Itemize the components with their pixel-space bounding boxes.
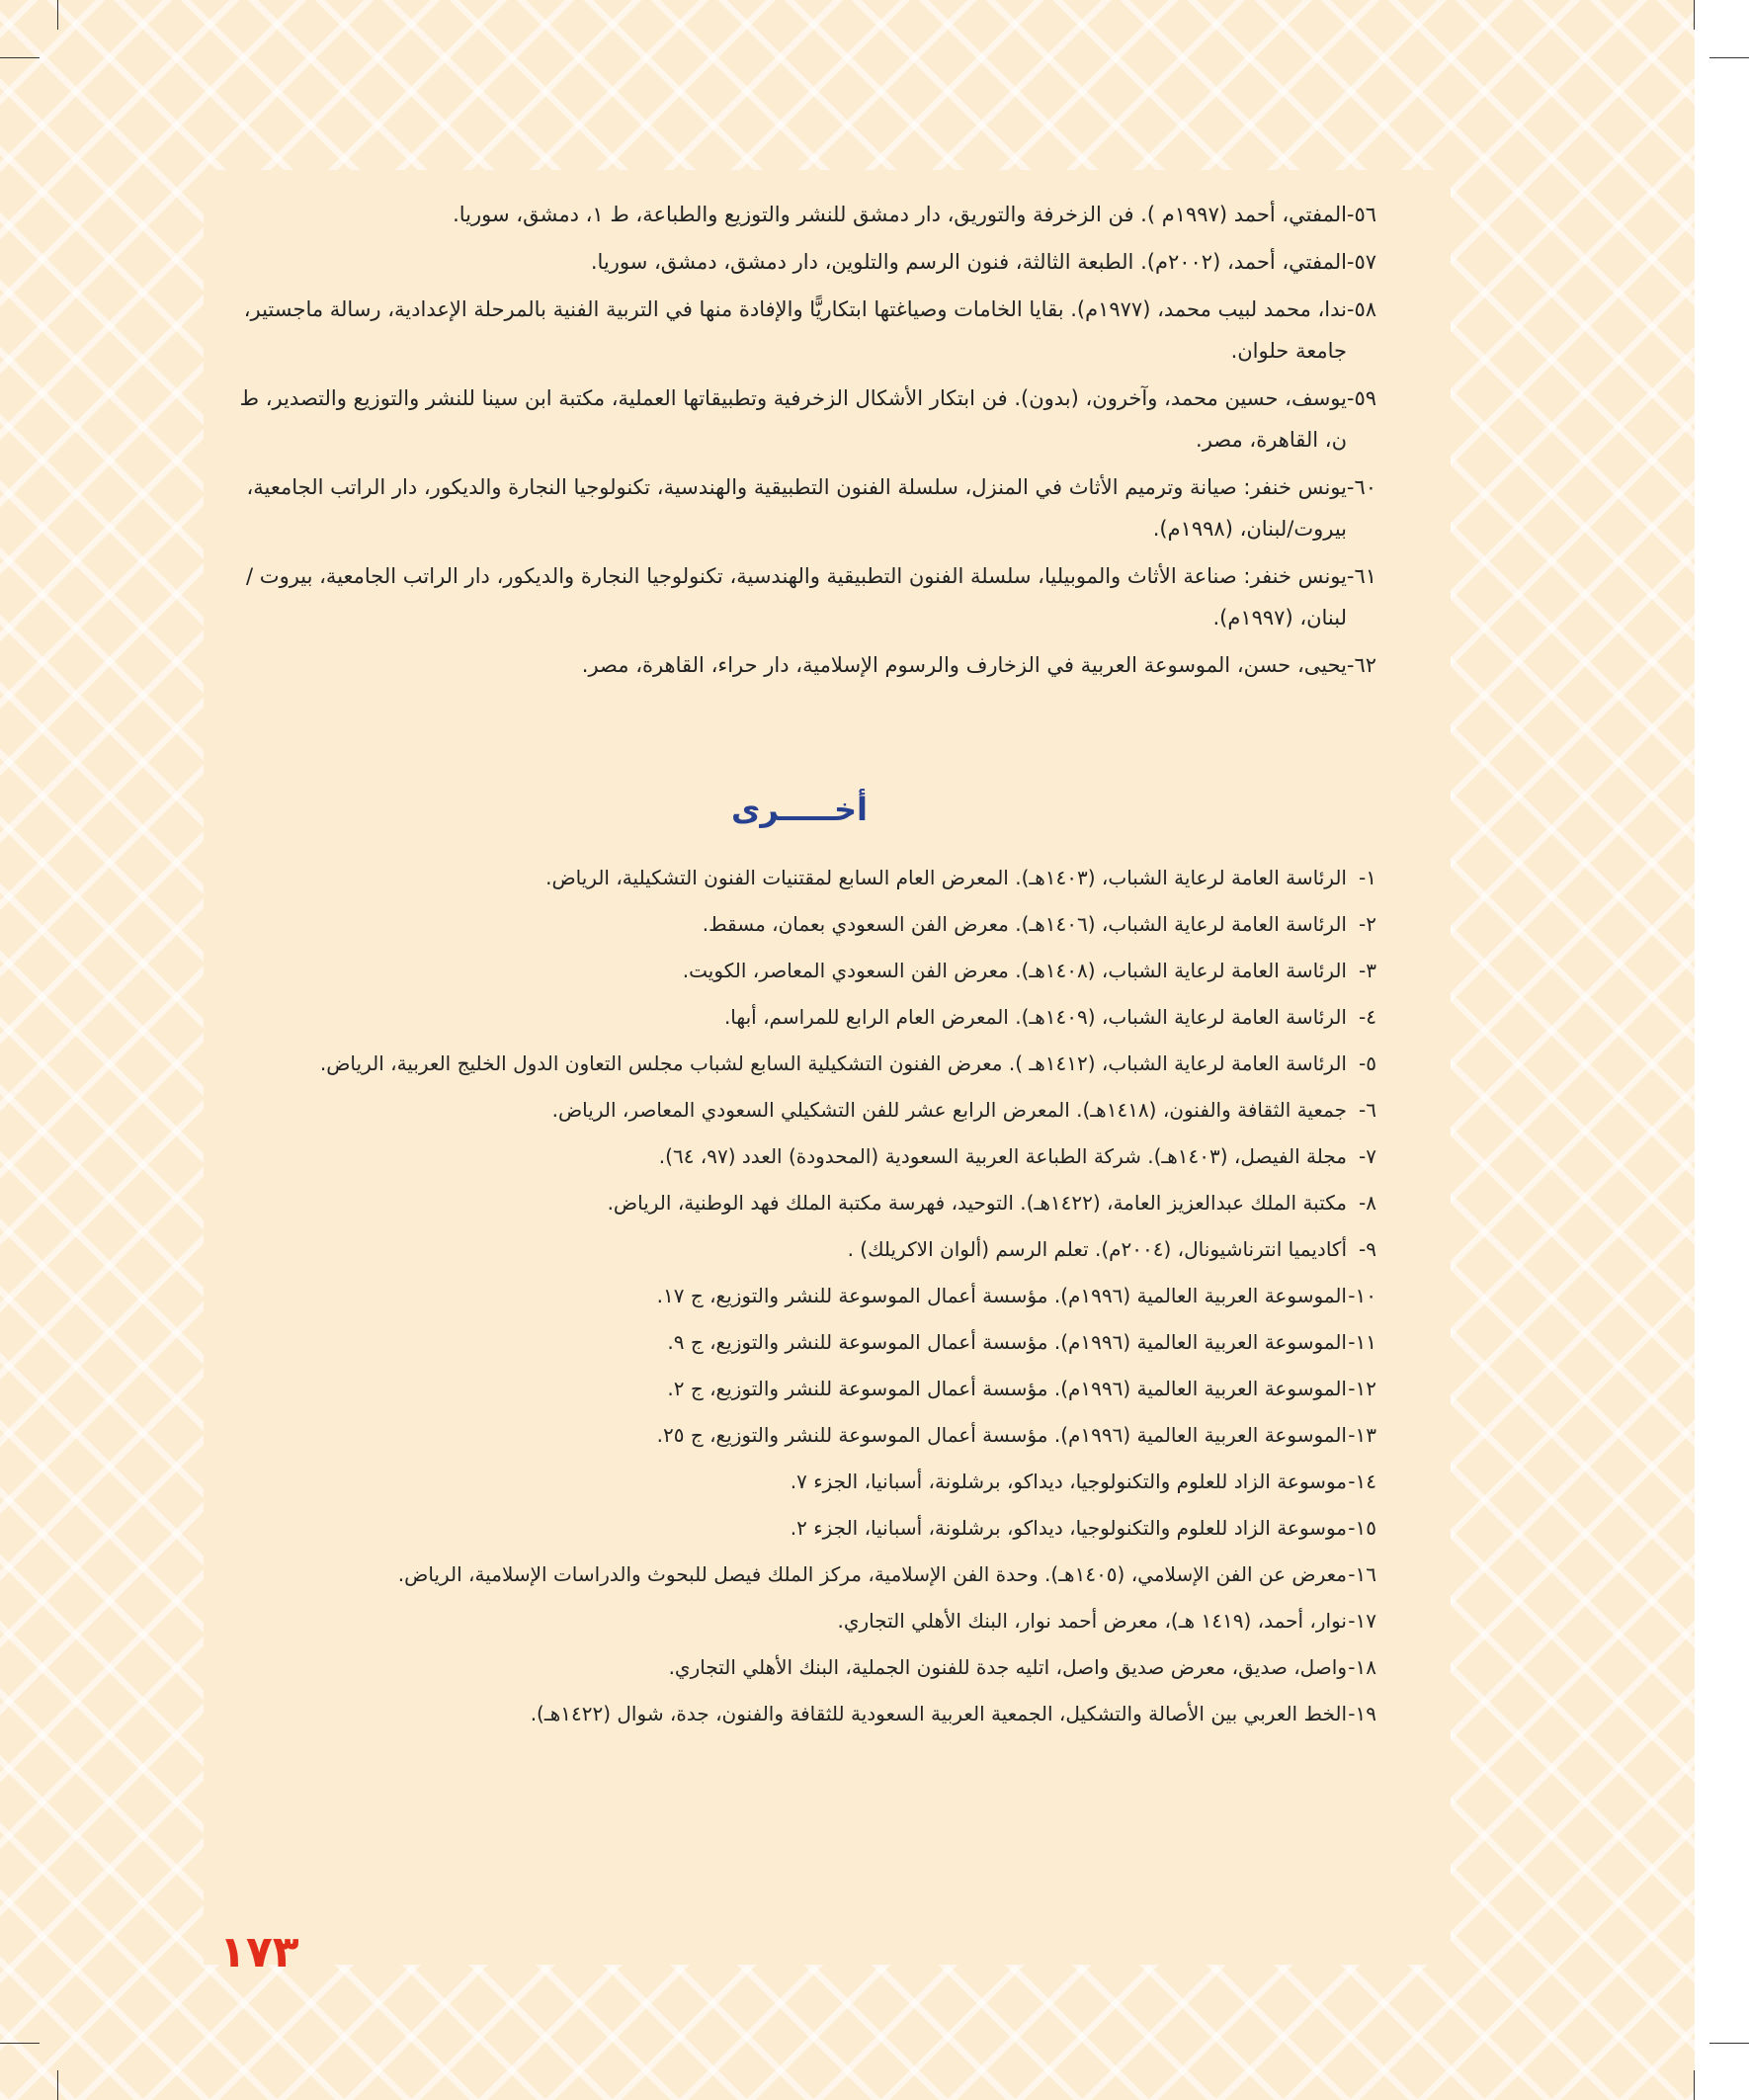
reference-text: الموسوعة العربية العالمية (١٩٩٦م). مؤسسة أعمال الموسوعة للنشر والتوزيع، ج ٩. xyxy=(667,1330,1347,1354)
crop-mark xyxy=(0,57,40,58)
other-reference-item xyxy=(222,1229,1376,1269)
reference-number: ٧- xyxy=(1359,1144,1376,1168)
reference-number: ٢- xyxy=(1359,912,1376,936)
reference-item xyxy=(222,194,1376,235)
reference-item xyxy=(222,466,1376,549)
other-reference-item xyxy=(222,1601,1376,1640)
reference-number: ٩- xyxy=(1359,1237,1376,1261)
crop-mark xyxy=(57,0,58,30)
reference-number: ١٥- xyxy=(1348,1516,1376,1540)
reference-number: ٥٦- xyxy=(1346,203,1376,226)
crop-mark xyxy=(1694,2070,1695,2100)
other-reference-item xyxy=(222,1183,1376,1222)
crop-mark xyxy=(1709,57,1749,58)
reference-item xyxy=(222,378,1376,461)
reference-text: الرئاسة العامة لرعاية الشباب، (١٤١٢هـ ). معرض الفنون التشكيلية السابع لشباب مجلس التعاون الدول الخليج العربية، الرياض. xyxy=(319,1051,1347,1075)
other-reference-item xyxy=(222,1276,1376,1315)
reference-number: ١- xyxy=(1359,866,1376,889)
reference-item xyxy=(222,555,1376,638)
reference-number: ٨- xyxy=(1359,1191,1376,1215)
other-reference-item xyxy=(222,951,1376,990)
reference-list xyxy=(222,194,1376,692)
reference-number: ٤- xyxy=(1359,1005,1376,1029)
reference-text: الرئاسة العامة لرعاية الشباب، (١٤٠٦هـ). معرض الفن السعودي بعمان، مسقط. xyxy=(702,912,1347,936)
reference-number: ٦- xyxy=(1359,1098,1376,1122)
reference-text: مجلة الفيصل، (١٤٠٣هـ). شركة الطباعة العربية السعودية (المحدودة) العدد (٩٧، ٦٤). xyxy=(658,1144,1347,1168)
reference-text: موسوعة الزاد للعلوم والتكنولوجيا، ديداكو، برشلونة، أسبانيا، الجزء ٢. xyxy=(790,1516,1347,1540)
section-heading-other: أخـــــرى xyxy=(731,791,868,828)
reference-text: نوار، أحمد، (١٤١٩ هـ)، معرض أحمد نوار، البنك الأهلي التجاري. xyxy=(837,1609,1347,1633)
reference-text: يحيى، حسن، الموسوعة العربية في الزخارف والرسوم الإسلامية، دار حراء، القاهرة، مصر. xyxy=(581,653,1347,677)
reference-number: ١٩- xyxy=(1348,1702,1376,1725)
crop-mark xyxy=(57,2070,58,2100)
other-reference-item xyxy=(222,1044,1376,1083)
reference-number: ١٧- xyxy=(1348,1609,1376,1633)
reference-number: ٦٠- xyxy=(1346,475,1376,499)
reference-text: الموسوعة العربية العالمية (١٩٩٦م). مؤسسة أعمال الموسوعة للنشر والتوزيع، ج ١٧. xyxy=(656,1284,1347,1307)
crop-mark xyxy=(1694,0,1695,30)
other-reference-item xyxy=(222,1415,1376,1455)
reference-number: ١١- xyxy=(1348,1330,1376,1354)
other-reference-item xyxy=(222,1508,1376,1548)
reference-item xyxy=(222,644,1376,686)
reference-number: ١٤- xyxy=(1348,1470,1376,1493)
reference-text: ندا، محمد لبيب محمد، (١٩٧٧م). بقايا الخامات وصياغتها ابتكاريًّا والإفادة منها في التربية الفنية بالمرحلة الإعدادية، رسالة ماجستير، جامعة حلوان. xyxy=(243,297,1347,363)
reference-number: ١٣- xyxy=(1348,1423,1376,1447)
other-reference-item xyxy=(222,858,1376,897)
reference-number: ٦١- xyxy=(1346,564,1376,588)
reference-text: الموسوعة العربية العالمية (١٩٩٦م). مؤسسة أعمال الموسوعة للنشر والتوزيع، ج ٢٥. xyxy=(656,1423,1347,1447)
reference-text: المفتي، أحمد (١٩٩٧م ). فن الزخرفة والتوريق، دار دمشق للنشر والتوزيع والطباعة، ط ١، دمشق، سوريا. xyxy=(453,203,1347,226)
reference-text: يونس خنفر: صيانة وترميم الأثاث في المنزل، سلسلة الفنون التطبيقية والهندسية، تكنولوجيا النجارة والديكور، دار الراتب الجامعية، بيروت/لبنان، (١٩٩٨م). xyxy=(246,475,1347,541)
reference-number: ١٨- xyxy=(1348,1655,1376,1679)
crop-mark xyxy=(1709,2043,1749,2044)
reference-number: ١٦- xyxy=(1348,1562,1376,1586)
other-reference-item xyxy=(222,1554,1376,1594)
reference-text: المفتي، أحمد، (٢٠٠٢م). الطبعة الثالثة، فنون الرسم والتلوين، دار دمشق، دمشق، سوريا. xyxy=(590,250,1347,274)
reference-text: الرئاسة العامة لرعاية الشباب، (١٤٠٨هـ). معرض الفن السعودي المعاصر، الكويت. xyxy=(682,959,1347,982)
other-reference-item xyxy=(222,1369,1376,1408)
other-reference-item xyxy=(222,1090,1376,1130)
reference-item xyxy=(222,241,1376,283)
page-number: ١٧٣ xyxy=(219,1927,299,1977)
other-reference-item xyxy=(222,1322,1376,1362)
other-reference-item xyxy=(222,1647,1376,1687)
other-reference-item xyxy=(222,1136,1376,1176)
reference-text: معرض عن الفن الإسلامي، (١٤٠٥هـ). وحدة الفن الإسلامية، مركز الملك فيصل للبحوث والدراسات الإسلامية، الرياض. xyxy=(397,1562,1347,1586)
crop-mark xyxy=(0,2043,40,2044)
other-reference-item xyxy=(222,997,1376,1037)
reference-number: ٣- xyxy=(1359,959,1376,982)
reference-number: ٥٩- xyxy=(1346,386,1376,410)
reference-text: الخط العربي بين الأصالة والتشكيل، الجمعية العربية السعودية للثقافة والفنون، جدة، شوال (١٤٢٢هـ). xyxy=(530,1702,1347,1725)
reference-text: الموسوعة العربية العالمية (١٩٩٦م). مؤسسة أعمال الموسوعة للنشر والتوزيع، ج ٢. xyxy=(667,1377,1347,1400)
reference-number: ٦٢- xyxy=(1346,653,1376,677)
reference-text: يوسف، حسين محمد، وآخرون، (بدون). فن ابتكار الأشكال الزخرفية وتطبيقاتها العملية، مكتبة ابن سينا للنشر والتوزيع والتصدير، ط ن، القاهرة، مصر. xyxy=(239,386,1347,452)
reference-item xyxy=(222,289,1376,372)
reference-number: ١٠- xyxy=(1348,1284,1376,1307)
reference-text: جمعية الثقافة والفنون، (١٤١٨هـ). المعرض الرابع عشر للفن التشكيلي السعودي المعاصر، الرياض. xyxy=(551,1098,1347,1122)
reference-text: الرئاسة العامة لرعاية الشباب، (١٤٠٩هـ). المعرض العام الرابع للمراسم، أبها. xyxy=(723,1005,1347,1029)
other-reference-list xyxy=(222,858,1376,1740)
reference-number: ١٢- xyxy=(1348,1377,1376,1400)
reference-text: واصل، صديق، معرض صديق واصل، اتليه جدة للفنون الجملية، البنك الأهلي التجاري. xyxy=(668,1655,1347,1679)
reference-number: ٥٨- xyxy=(1346,297,1376,321)
reference-number: ٥- xyxy=(1359,1051,1376,1075)
reference-text: يونس خنفر: صناعة الأثاث والموبيليا، سلسلة الفنون التطبيقية والهندسية، تكنولوجيا النجارة والديكور، دار الراتب الجامعية، بيروت / لبنان، (١٩٩٧م). xyxy=(246,564,1347,630)
other-reference-item xyxy=(222,1694,1376,1733)
reference-text: الرئاسة العامة لرعاية الشباب، (١٤٠٣هـ). المعرض العام السابع لمقتنيات الفنون التشكيلية، الرياض. xyxy=(545,866,1347,889)
reference-number: ٥٧- xyxy=(1346,250,1376,274)
other-reference-item xyxy=(222,1462,1376,1501)
reference-text: موسوعة الزاد للعلوم والتكنولوجيا، ديداكو، برشلونة، أسبانيا، الجزء ٧. xyxy=(790,1470,1347,1493)
reference-text: أكاديميا انترناشيونال، (٢٠٠٤م). تعلم الرسم (ألوان الاكريلك) . xyxy=(847,1237,1347,1261)
other-reference-item xyxy=(222,904,1376,944)
reference-text: مكتبة الملك عبدالعزيز العامة، (١٤٢٢هـ). التوحيد، فهرسة مكتبة الملك فهد الوطنية، الرياض. xyxy=(607,1191,1347,1215)
